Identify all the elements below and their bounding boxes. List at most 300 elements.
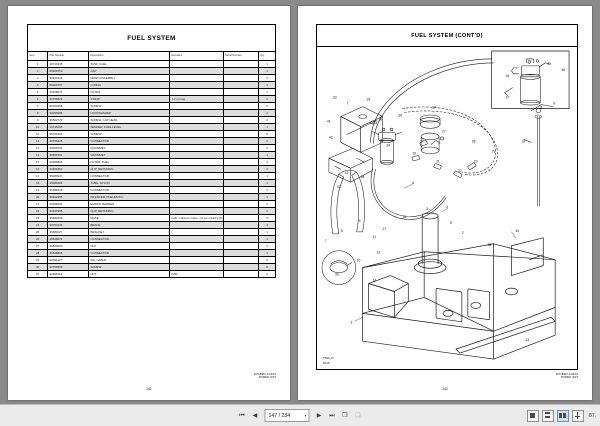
cell-qty: 1: [259, 75, 276, 82]
cell-description: SCREW, CAP HEAD: [89, 117, 170, 124]
cell-description: O-RING: [89, 82, 170, 89]
view-fit-page-button[interactable]: [572, 410, 584, 422]
table-row: [28, 250, 276, 257]
pdf-toolbar: [0, 404, 600, 426]
svg-text:27: 27: [442, 129, 446, 134]
cell-part-number: 46528866: [48, 250, 89, 257]
svg-text:34: 34: [386, 143, 391, 148]
cell-remarks: [170, 89, 224, 96]
next-page-button[interactable]: ▶: [316, 412, 322, 419]
cell-description: HOSE: [89, 215, 170, 222]
svg-text:23: 23: [473, 159, 478, 164]
cell-description: TIE, CABLE: [89, 257, 170, 264]
cell-qty: 2: [259, 208, 276, 215]
cell-qty: 2: [259, 110, 276, 117]
right-page-title-box: [316, 24, 578, 47]
svg-text:21: 21: [436, 159, 440, 164]
table-row: [28, 264, 276, 271]
col-description: Description: [89, 52, 170, 61]
view-single-page-button[interactable]: [527, 410, 539, 422]
cell-qty: 2: [259, 138, 276, 145]
svg-text:41: 41: [326, 119, 331, 124]
col-serial-number: Serial Number: [223, 52, 258, 61]
svg-text:36: 36: [398, 113, 403, 118]
right-page-number: 142: [442, 387, 448, 391]
cell-part-number: 35386484: [48, 180, 89, 187]
cell-description: CLIP, RETAINING: [89, 166, 170, 173]
left-page-title-box: [27, 24, 276, 51]
cell-qty: 1: [259, 124, 276, 131]
parts-table-body: [28, 61, 276, 278]
cell-qty: 1: [259, 68, 276, 75]
right-footer-unit: POWER UNIT: [560, 376, 578, 380]
cell-serial-number: [223, 159, 258, 166]
page-title: FUEL SYSTEM: [127, 34, 176, 42]
filler-neck: [420, 115, 440, 154]
cell-remarks: bulk - sold per metre - (6 mm (9/16") ID): [171, 215, 223, 220]
table-row: [28, 271, 276, 278]
view-continuous-button[interactable]: [542, 410, 554, 422]
cell-item: 8: [28, 110, 48, 117]
table-row: [28, 208, 276, 215]
table-row: [28, 257, 276, 264]
cell-qty: 4: [259, 222, 276, 229]
cell-item: 27: [28, 243, 48, 250]
dipstick: [523, 105, 553, 206]
cell-remarks: [170, 131, 224, 138]
cell-qty: 1: [259, 159, 276, 166]
previous-page-button[interactable]: ◀: [252, 412, 258, 419]
cell-item: 2: [28, 68, 48, 75]
svg-text:35: 35: [547, 61, 551, 66]
svg-text:42: 42: [328, 135, 333, 140]
cell-serial-number: [223, 61, 258, 68]
cell-description: CONNECTOR: [89, 187, 170, 194]
cell-remarks: [170, 138, 224, 145]
cell-item: 28: [28, 250, 48, 257]
cell-part-number: 92909866: [48, 159, 89, 166]
table-row: [28, 61, 276, 68]
cell-remarks: [170, 61, 224, 68]
svg-text:14: 14: [372, 278, 377, 283]
cell-part-number: 46758445: [48, 138, 89, 145]
cell-qty: 2: [259, 96, 276, 103]
cell-remarks: [170, 124, 224, 131]
cell-serial-number: [223, 201, 258, 208]
cell-qty: 1: [259, 243, 276, 250]
cell-remarks: [170, 117, 224, 124]
cell-remarks: [170, 222, 224, 229]
svg-text:7: 7: [324, 238, 327, 243]
left-footer-code: 4671890X-A 03/19: [253, 372, 276, 376]
svg-text:24: 24: [366, 97, 371, 102]
cell-qty: 1: [259, 173, 276, 180]
svg-text:38: 38: [487, 242, 492, 247]
cell-remarks: [170, 82, 224, 89]
cell-serial-number: [223, 257, 258, 264]
last-page-button[interactable]: ⏭: [329, 412, 335, 419]
cell-part-number: 35389347: [48, 173, 89, 180]
cell-part-number: 35389239: [48, 187, 89, 194]
cell-remarks: [170, 257, 224, 264]
cell-serial-number: [223, 131, 258, 138]
cell-part-number: 25208674: [48, 89, 89, 96]
cell-description: SENDER, FUEL LEVEL: [89, 124, 170, 131]
cell-description: CONNECTOR: [89, 250, 170, 257]
cell-serial-number: [223, 110, 258, 117]
table-row: [28, 236, 276, 243]
parts-table-sheet: [27, 24, 276, 278]
col-qty: Qty: [259, 52, 276, 61]
cell-part-number: 92709999: [48, 264, 89, 271]
cell-item: 9: [28, 117, 48, 124]
cell-description: BRACKET: [89, 229, 170, 236]
cell-remarks: [170, 145, 224, 152]
svg-text:6: 6: [412, 181, 415, 186]
table-row: [28, 194, 276, 201]
hose-connectors: [412, 137, 476, 178]
cell-item: 5: [28, 89, 48, 96]
cell-serial-number: [223, 194, 258, 201]
cell-remarks: [170, 180, 224, 187]
table-header-row: [28, 52, 276, 61]
cell-description: CONNECTOR: [89, 173, 170, 180]
cell-item: 19: [28, 187, 48, 194]
cell-remarks: [170, 229, 224, 236]
svg-text:4: 4: [446, 204, 448, 210]
cell-remarks: [170, 75, 224, 82]
table-row: [28, 159, 276, 166]
page-number-input[interactable]: [264, 409, 309, 422]
cell-item: 17: [28, 173, 48, 180]
diagram-svg: [317, 47, 577, 369]
cell-description: FILTER, FUEL: [89, 159, 170, 166]
cell-qty: 1: [259, 89, 276, 96]
cell-qty: 2: [259, 166, 276, 173]
cell-description: BRACE: [89, 222, 170, 229]
right-footer-code: 4671890X-A 03/19: [555, 372, 578, 376]
cell-serial-number: [223, 145, 258, 152]
exploded-diagram: [316, 46, 578, 370]
right-footer: [556, 373, 578, 380]
document-page-left: [8, 6, 290, 400]
left-page-number: 141: [146, 387, 152, 391]
cell-description: CONNECTOR: [89, 236, 170, 243]
parts-table: [27, 51, 276, 278]
cell-serial-number: [223, 138, 258, 145]
cell-description: NUT: [89, 271, 170, 278]
cell-remarks: [170, 173, 224, 180]
left-footer: [254, 373, 276, 380]
cell-part-number: 92394986: [48, 110, 89, 117]
cell-serial-number: [223, 271, 258, 278]
cell-item: 20: [28, 194, 48, 201]
svg-text:40: 40: [515, 228, 520, 233]
table-row: [28, 215, 276, 222]
cell-part-number: 46714945: [48, 61, 89, 68]
col-item: Item: [28, 52, 48, 61]
cell-description: ELBOW, BARBED: [89, 201, 170, 208]
cell-qty: 2: [259, 145, 276, 152]
cell-qty: 5: [259, 131, 276, 138]
cell-qty: 1: [259, 236, 276, 243]
cell-part-number: 54368164: [48, 201, 89, 208]
svg-text:42: 42: [344, 171, 349, 176]
cell-serial-number: [223, 124, 258, 131]
cell-description: SILENCER, PNEUMATIC: [89, 194, 170, 201]
clamp-detail: [322, 251, 356, 285]
table-row: [28, 103, 276, 110]
cell-part-number: 89208750: [48, 68, 89, 75]
cell-item: 25: [28, 229, 48, 236]
cell-item: 18: [28, 180, 48, 187]
cell-item: 21: [28, 201, 48, 208]
table-row: [28, 152, 276, 159]
cell-qty: 1: [259, 250, 276, 257]
page-navigation-group: [236, 409, 363, 422]
cell-part-number: 23206761: [48, 145, 89, 152]
table-row: [28, 117, 276, 124]
cell-item: 4: [28, 82, 48, 89]
table-row: [28, 229, 276, 236]
cell-qty: 1: [259, 229, 276, 236]
cell-qty: 1: [259, 82, 276, 89]
cell-qty: 2: [259, 117, 276, 124]
cell-serial-number: [223, 68, 258, 75]
svg-text:19: 19: [521, 139, 526, 144]
cell-part-number: 22917985: [48, 208, 89, 215]
cell-part-number: 35322385: [48, 194, 89, 201]
cell-part-number: 46502779: [48, 117, 89, 124]
cell-qty: 1: [259, 194, 276, 201]
svg-text:28: 28: [471, 139, 476, 144]
cell-item: 31: [28, 271, 48, 278]
cell-remarks: [170, 68, 224, 75]
col-part-number: Part Number: [48, 52, 89, 61]
cell-serial-number: [223, 229, 258, 236]
cell-description: CLIP, RETAINING: [89, 208, 170, 215]
cell-serial-number: [223, 166, 258, 173]
chevron-down-icon[interactable]: ▾: [304, 413, 307, 418]
cell-serial-number: [223, 173, 258, 180]
cell-serial-number: [223, 187, 258, 194]
cell-item: 10: [28, 124, 48, 131]
table-row: [28, 243, 276, 250]
cell-part-number: 46689427: [48, 229, 89, 236]
table-row: [28, 82, 276, 89]
svg-text:22: 22: [457, 169, 462, 174]
cell-qty: 2: [259, 271, 276, 278]
cell-serial-number: [223, 180, 258, 187]
table-row: [28, 96, 276, 103]
fuel-tank: [363, 213, 556, 359]
col-remarks: Remarks: [170, 52, 224, 61]
cell-remarks: [170, 243, 224, 250]
cell-item: 23: [28, 215, 48, 222]
diagram-title: FUEL SYSTEM (CONT'D): [411, 33, 483, 39]
cell-part-number: 46501591: [48, 152, 89, 159]
table-row: [28, 145, 276, 152]
cell-part-number: 22921892: [48, 166, 89, 173]
svg-text:32: 32: [432, 105, 436, 110]
cell-remarks: [170, 159, 224, 166]
cell-serial-number: [223, 75, 258, 82]
zoom-level-value[interactable]: 87.: [589, 412, 596, 419]
svg-text:3: 3: [426, 206, 429, 211]
table-row: [28, 187, 276, 194]
cell-item: 6: [28, 96, 48, 103]
svg-text:7: 7: [346, 101, 349, 106]
cell-item: 1: [28, 61, 48, 68]
cell-description: NUT: [89, 243, 170, 250]
svg-text:33: 33: [332, 95, 337, 100]
drawing-rev: 6016: [322, 361, 330, 366]
svg-text:34: 34: [360, 175, 365, 180]
cell-serial-number: [223, 264, 258, 271]
cell-item: 13: [28, 145, 48, 152]
cell-remarks: [170, 152, 224, 159]
cell-serial-number: [223, 96, 258, 103]
svg-text:16: 16: [412, 151, 417, 156]
cell-description: TANK, FUEL: [89, 61, 170, 68]
cell-item: 3: [28, 75, 48, 82]
cell-part-number: 35383499: [48, 215, 89, 222]
cell-item: 15: [28, 159, 48, 166]
cell-serial-number: [223, 103, 258, 110]
cell-description: TUBE, NYLON: [89, 180, 170, 187]
cell-serial-number: [223, 215, 258, 222]
cell-part-number: 92914243: [48, 75, 89, 82]
cell-remarks: [170, 187, 224, 194]
table-row: [28, 124, 276, 131]
svg-text:37: 37: [505, 95, 510, 100]
svg-text:36: 36: [561, 67, 565, 72]
cell-qty: 1: [259, 180, 276, 187]
cell-description: DRAIN ASSEMBLY: [89, 75, 170, 82]
svg-text:11: 11: [372, 234, 377, 239]
cell-qty: 3: [259, 215, 276, 222]
cell-part-number: 89209767: [48, 82, 89, 89]
svg-text:9: 9: [553, 101, 556, 106]
cell-qty: 1: [259, 187, 276, 194]
svg-text:1: 1: [350, 320, 353, 325]
cell-description: SCREW: [89, 264, 170, 271]
cell-remarks: [170, 208, 224, 215]
cell-part-number: 46758229: [48, 96, 89, 103]
copy-icon[interactable]: ❐: [342, 412, 348, 419]
filter-bracket-assembly: [326, 107, 383, 183]
cell-description: FILTER: [89, 89, 170, 96]
svg-text:13: 13: [376, 250, 381, 255]
cell-serial-number: [223, 152, 258, 159]
svg-text:39: 39: [334, 272, 339, 277]
cell-serial-number: [223, 243, 258, 250]
cell-qty: 5: [259, 257, 276, 264]
svg-text:2: 2: [461, 230, 464, 235]
svg-text:43: 43: [336, 185, 341, 190]
table-row: [28, 201, 276, 208]
cell-item: 16: [28, 166, 48, 173]
cell-part-number: 46745195: [48, 124, 89, 131]
cell-remarks: [170, 103, 224, 110]
cell-item: 29: [28, 257, 48, 264]
cell-part-number: 46529690: [48, 243, 89, 250]
table-row: [28, 75, 276, 82]
cell-part-number: 96704468: [48, 103, 89, 110]
table-row: [28, 131, 276, 138]
table-row: [28, 173, 276, 180]
table-row: [28, 180, 276, 187]
cell-remarks: [170, 110, 224, 117]
svg-text:8: 8: [340, 228, 343, 233]
cell-item: 14: [28, 152, 48, 159]
svg-text:15: 15: [402, 214, 407, 219]
paste-icon[interactable]: ❑: [355, 412, 361, 419]
cell-item: 22: [28, 208, 48, 215]
table-row: [28, 68, 276, 75]
cell-part-number: 92091427: [48, 257, 89, 264]
svg-text:5: 5: [449, 220, 452, 225]
table-row: [28, 138, 276, 145]
cell-description: SCREW: [89, 103, 170, 110]
cell-remarks: [170, 236, 224, 243]
cell-serial-number: [223, 236, 258, 243]
first-page-button[interactable]: ⏮: [239, 412, 245, 419]
cell-qty: 6: [259, 103, 276, 110]
table-row: [28, 222, 276, 229]
cell-remarks: [170, 166, 224, 173]
cell-qty: 1: [259, 61, 276, 68]
svg-text:10: 10: [356, 258, 361, 263]
cell-remarks: [170, 264, 224, 271]
cell-item: 7: [28, 103, 48, 110]
cell-remarks: [170, 194, 224, 201]
view-facing-pages-button[interactable]: [557, 410, 569, 422]
view-mode-group: [527, 410, 596, 422]
cell-serial-number: [223, 208, 258, 215]
svg-text:11: 11: [539, 105, 543, 110]
svg-text:17: 17: [382, 226, 387, 231]
left-footer-unit: POWER UNIT: [258, 376, 276, 380]
svg-text:43: 43: [525, 338, 530, 343]
cell-part-number: 92396114: [48, 271, 89, 278]
cell-description: LOCKWASHER: [89, 110, 170, 117]
svg-text:29: 29: [491, 149, 496, 154]
svg-text:12: 12: [420, 137, 424, 142]
cell-description: CAP: [89, 68, 170, 75]
cell-description: SCREW: [89, 131, 170, 138]
cell-qty: 2: [259, 201, 276, 208]
cell-remarks: (M8): [170, 271, 224, 278]
cell-part-number: 96703251: [48, 131, 89, 138]
table-row: [28, 166, 276, 173]
svg-text:9: 9: [358, 218, 361, 223]
cell-remarks: [170, 250, 224, 257]
cell-part-number: 46528674: [48, 236, 89, 243]
cell-serial-number: [223, 222, 258, 229]
cell-qty: 1: [259, 152, 276, 159]
cell-description: STRAP: [89, 96, 170, 103]
cell-remarks: 1.2 m long: [170, 96, 224, 103]
cell-part-number: 46753146: [48, 222, 89, 229]
svg-text:30: 30: [378, 117, 383, 122]
cell-item: 30: [28, 264, 48, 271]
cell-description: GROMMET: [89, 145, 170, 152]
document-page-right: [298, 6, 592, 400]
cell-description: CONNECTOR: [89, 138, 170, 145]
cell-serial-number: [223, 250, 258, 257]
table-row: [28, 110, 276, 117]
